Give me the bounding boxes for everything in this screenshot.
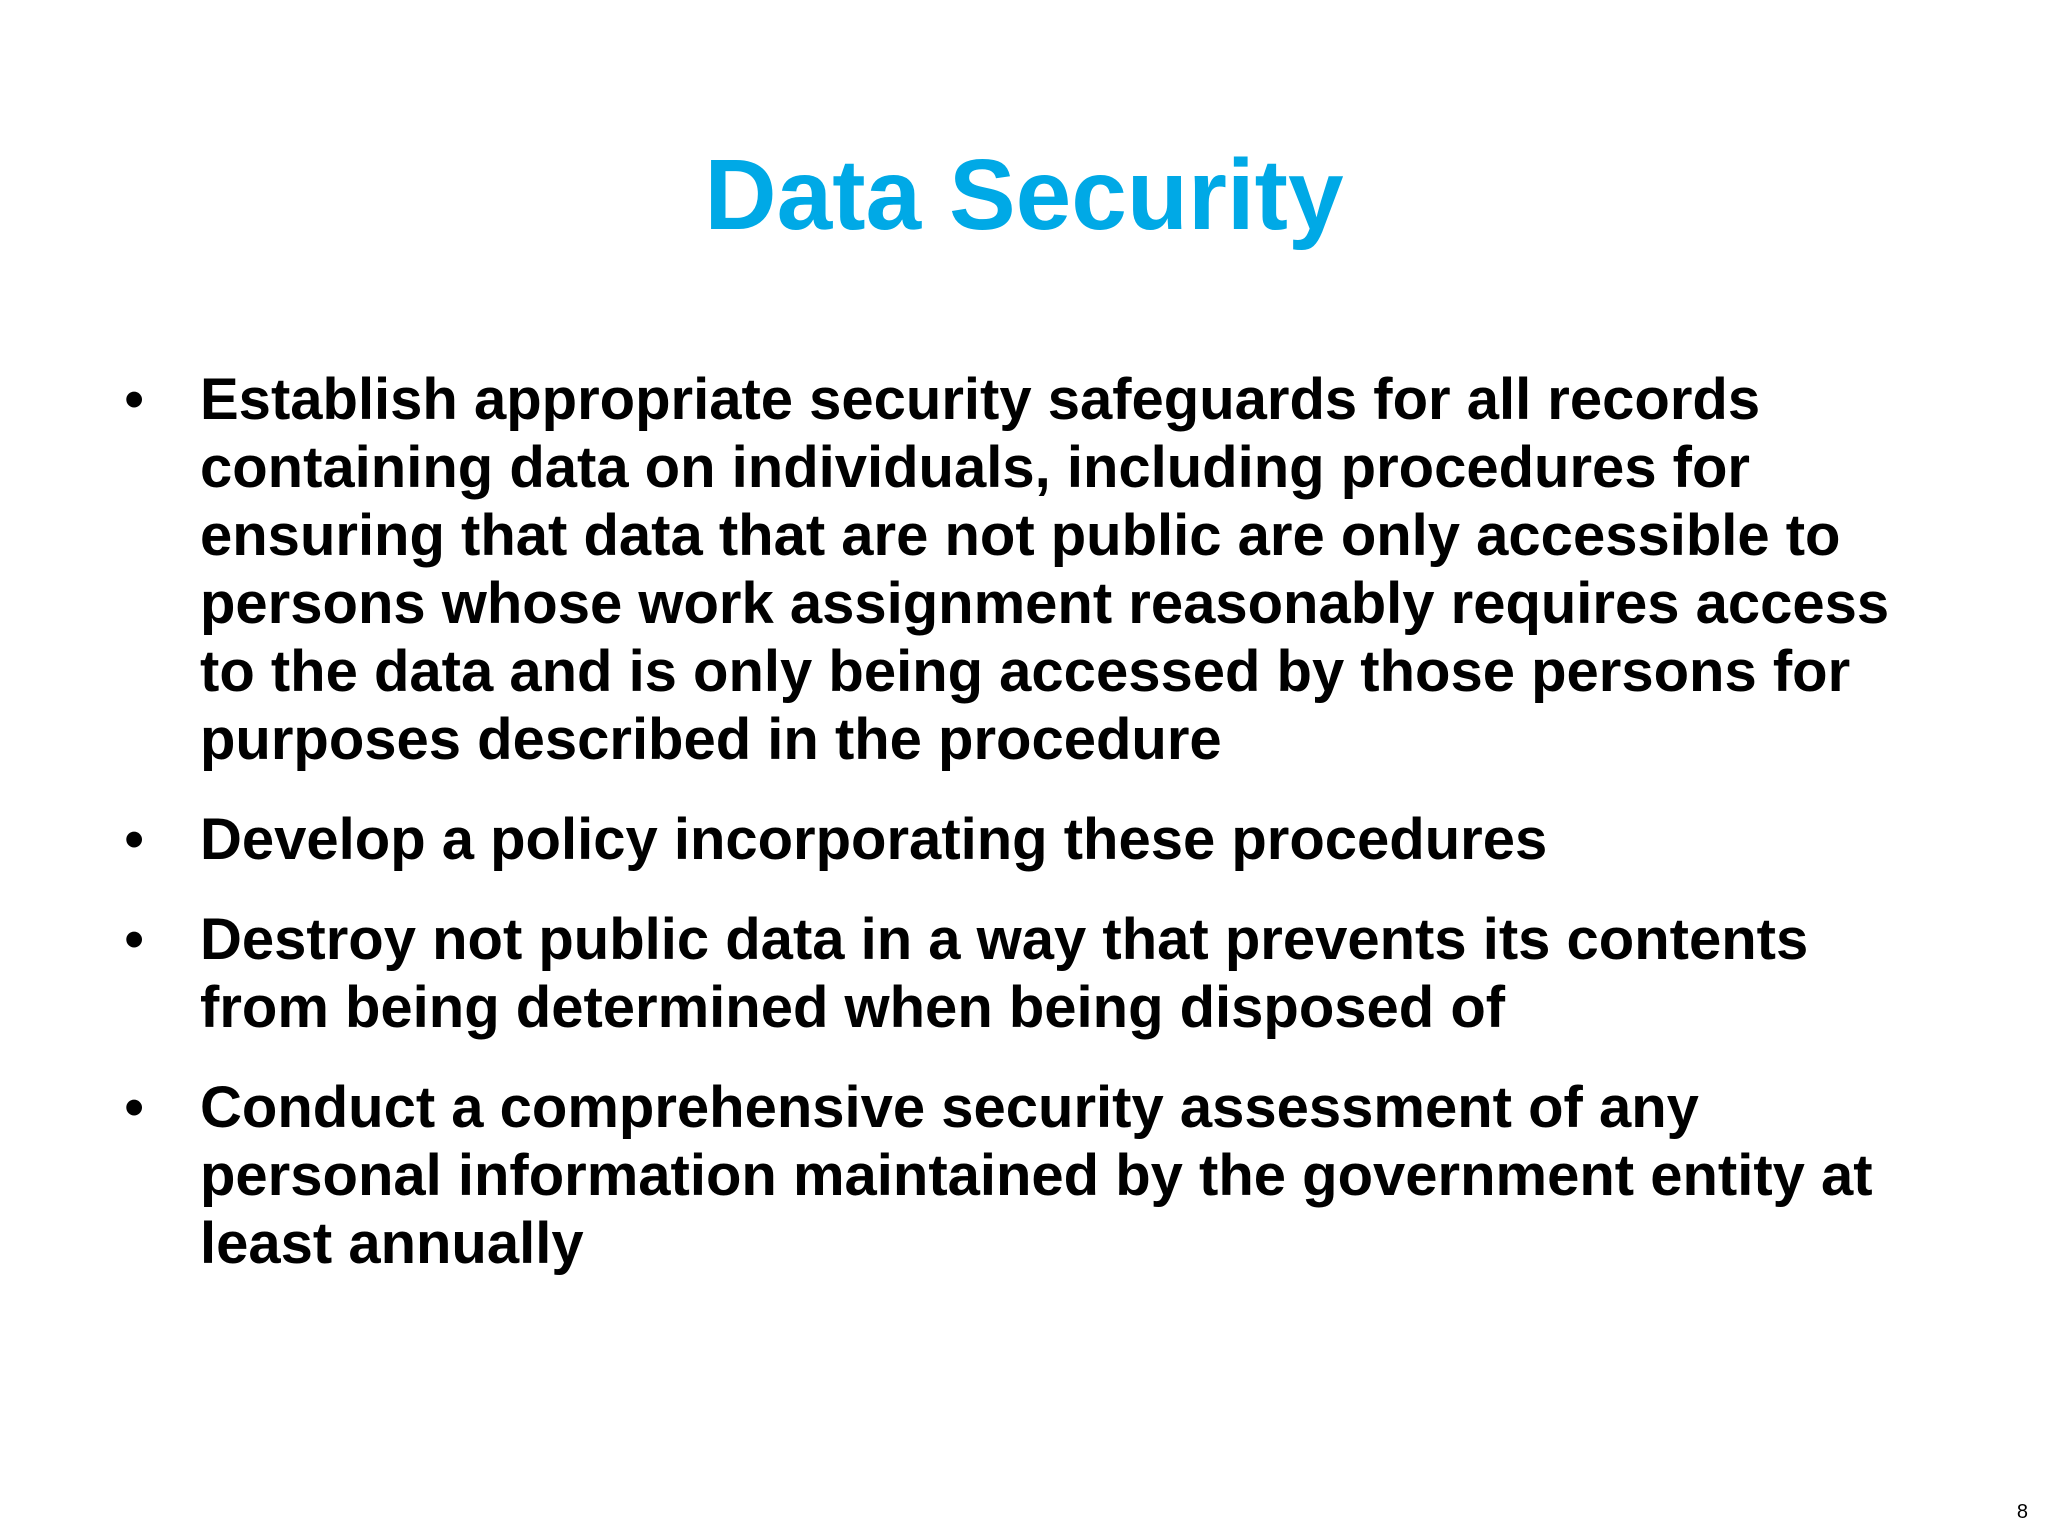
slide-title: Data Security xyxy=(704,139,1344,251)
bullet-item-policy xyxy=(124,806,1924,874)
bullet-text: Conduct a comprehensive security assessment of any personal information maintained by the government entity at least annually xyxy=(200,1075,1873,1276)
bullet-marker: • xyxy=(124,907,145,972)
bullet-list xyxy=(124,366,1924,1310)
bullet-item-destroy xyxy=(124,906,1924,1042)
bullet-text: Destroy not public data in a way that prevents its contents from being determined when being disposed of xyxy=(200,907,1809,1040)
bullet-item-assessment xyxy=(124,1074,1924,1278)
bullet-text: Develop a policy incorporating these procedures xyxy=(200,807,1548,872)
bullet-text: Establish appropriate security safeguards for all records containing data on individuals, including procedures for ensuring that data that are not public are only accessible to persons whose work assignment reasonably requires access to the data and is only being accessed by those persons for purposes described in the procedure xyxy=(200,367,1890,772)
bullet-marker: • xyxy=(124,367,145,432)
page-number: 8 xyxy=(2016,1501,2028,1523)
bullet-marker: • xyxy=(124,807,145,872)
bullet-item-safeguards xyxy=(124,366,1924,774)
bullet-marker: • xyxy=(124,1075,145,1140)
